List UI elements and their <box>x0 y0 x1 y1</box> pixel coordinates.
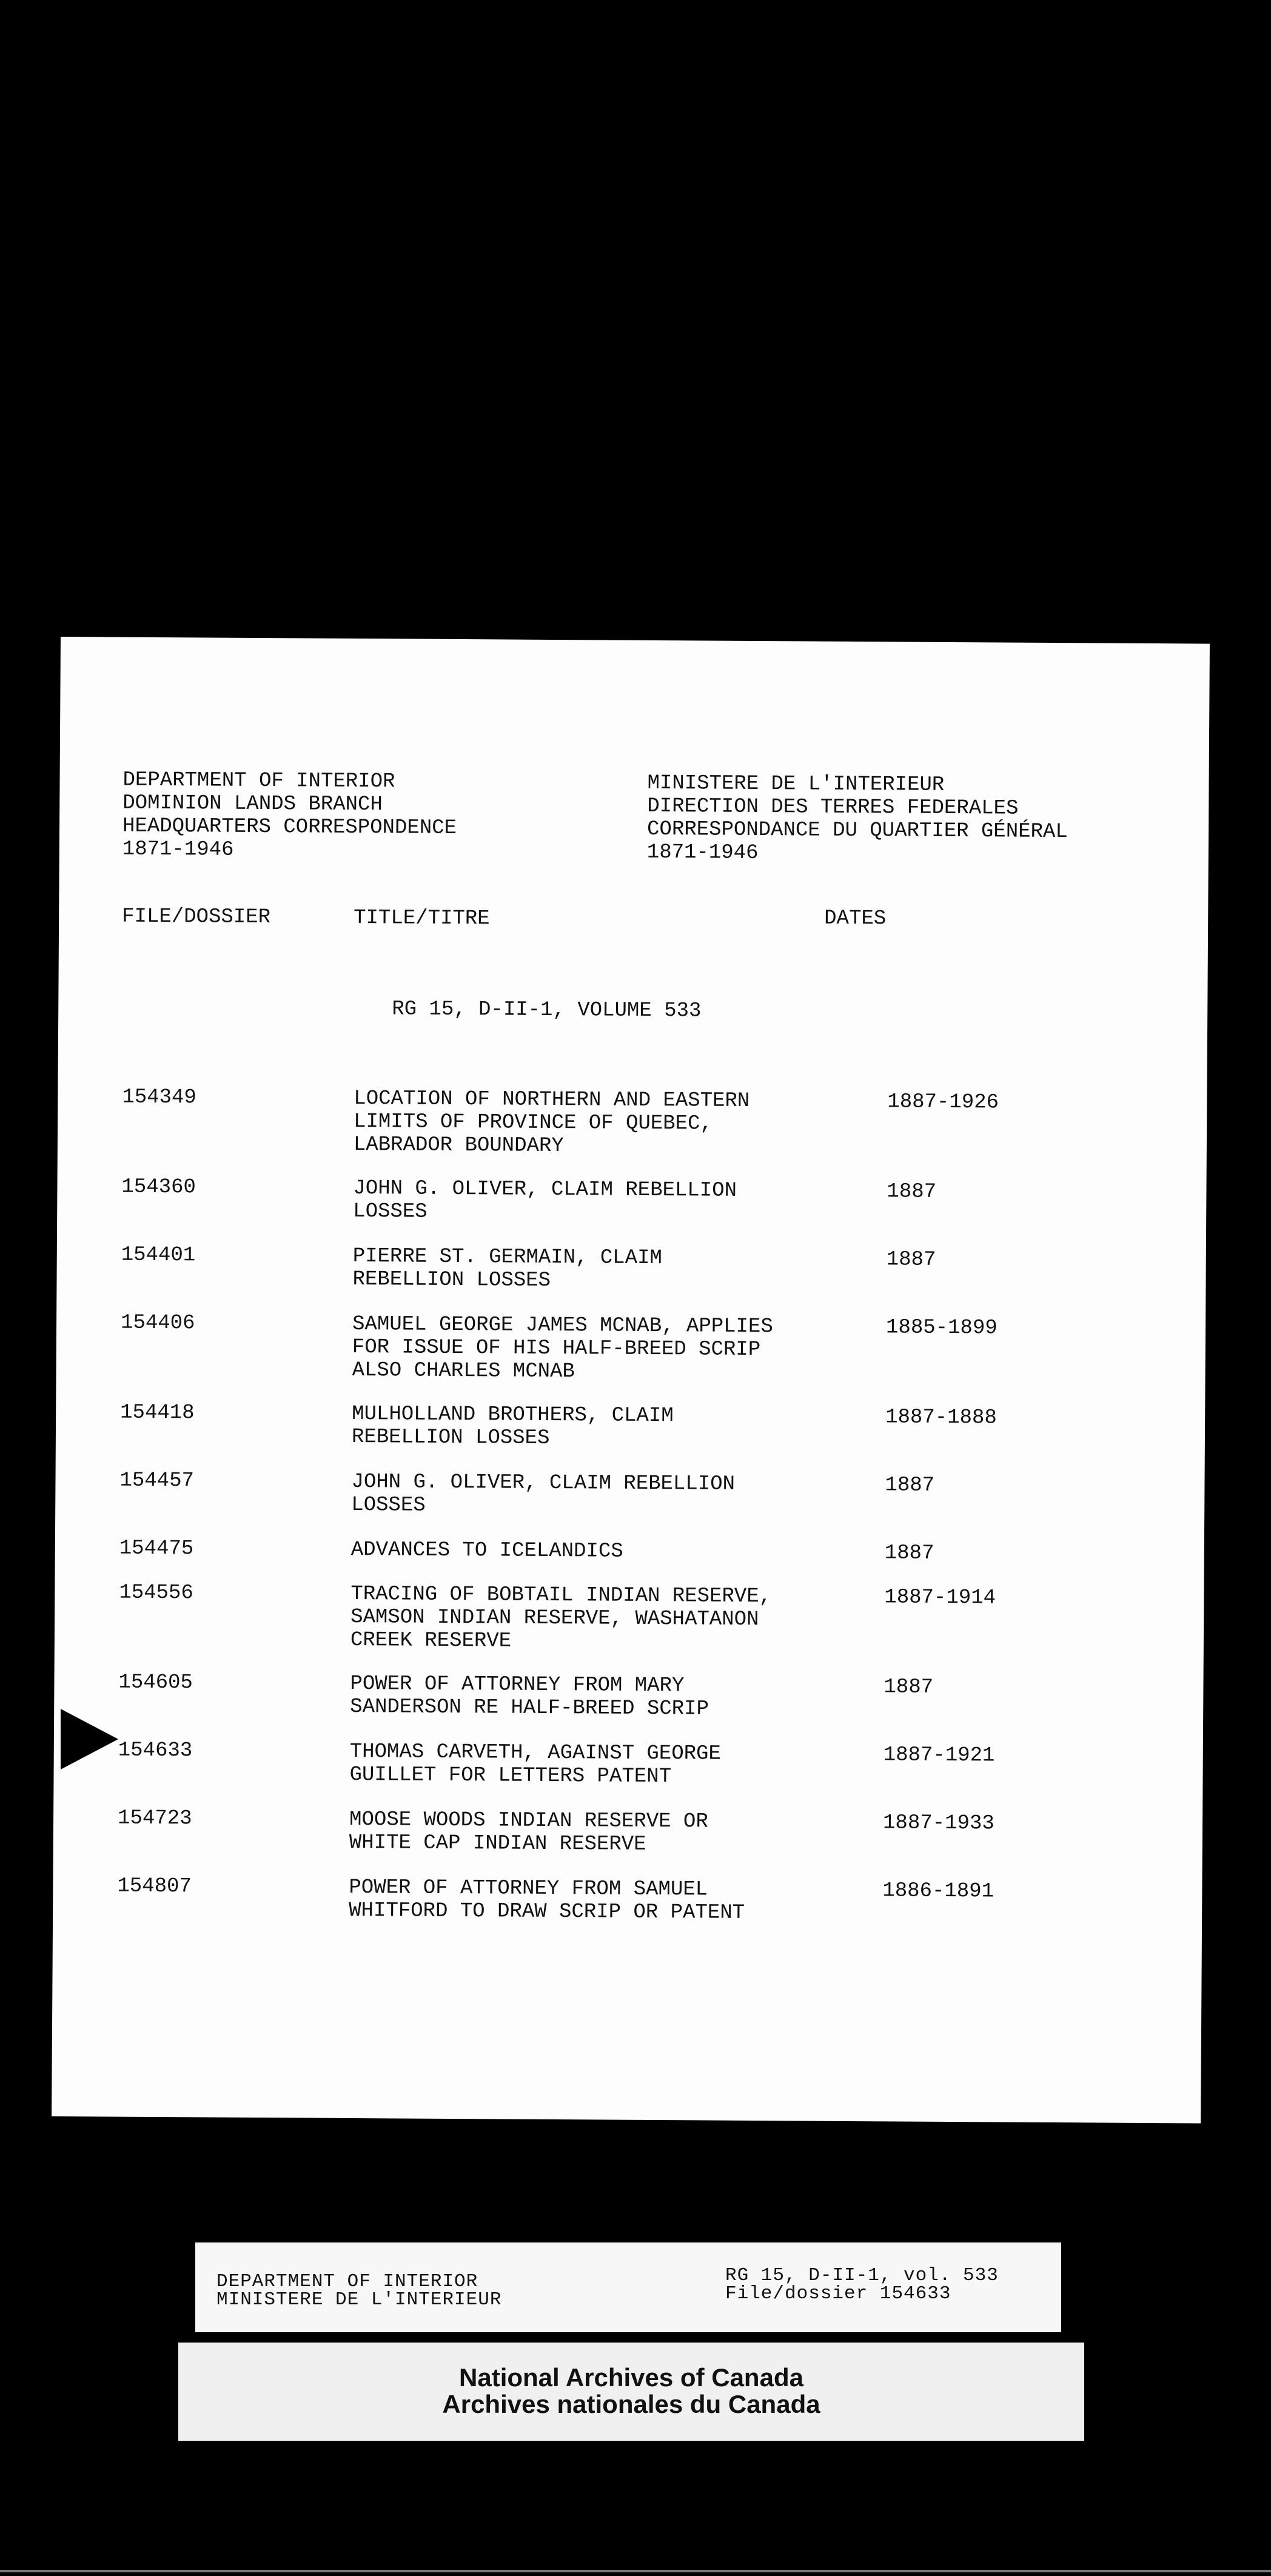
file-number: 154556 <box>119 1581 193 1605</box>
label-line: RG 15, D-II-1, vol. 533 <box>725 2265 999 2286</box>
table-row <box>122 1085 1031 1158</box>
volume-title: RG 15, D-II-1, VOLUME 533 <box>392 998 702 1023</box>
archives-line: Archives nationales du Canada <box>442 2390 820 2418</box>
title-line: ALSO CHARLES MCNAB <box>352 1358 575 1384</box>
file-number: 154349 <box>122 1085 196 1110</box>
archives-line: National Archives of Canada <box>459 2363 803 2392</box>
document-page <box>52 637 1210 2124</box>
table-row <box>121 1243 1031 1292</box>
title-line: TRACING OF BOBTAIL INDIAN RESERVE, <box>350 1582 772 1609</box>
title-line: CREEK RESERVE <box>350 1628 512 1653</box>
title-line: REBELLION LOSSES <box>352 1267 551 1292</box>
header-line: 1871-1946 <box>646 840 759 865</box>
label-department <box>216 2273 501 2309</box>
label-line: DEPARTMENT OF INTERIOR <box>216 2271 478 2292</box>
file-dates: 1887 <box>886 1248 936 1272</box>
title-line: SANDERSON RE HALF-BREED SCRIP <box>350 1695 709 1721</box>
table-row <box>120 1401 1030 1450</box>
file-number: 154633 <box>118 1739 193 1763</box>
file-dates: 1887 <box>884 1541 934 1565</box>
file-dates: 1887 <box>885 1474 935 1497</box>
file-dates: 1887 <box>884 1675 934 1699</box>
title-line: JOHN G. OLIVER, CLAIM REBELLION <box>353 1176 737 1202</box>
header-french <box>647 772 1068 867</box>
title-line: WHITE CAP INDIAN RESERVE <box>349 1831 646 1856</box>
header-line: 1871-1946 <box>122 837 234 862</box>
file-number: 154457 <box>119 1469 195 1493</box>
title-line: SAMUEL GEORGE JAMES MCNAB, APPLIES <box>352 1312 773 1339</box>
title-line: POWER OF ATTORNEY FROM SAMUEL <box>349 1876 708 1902</box>
file-title <box>352 1403 861 1452</box>
file-title <box>352 1313 862 1385</box>
header-line: CORRESPONDANCE DU QUARTIER GÉNÉRAL <box>646 817 1068 844</box>
table-row <box>118 1671 1028 1721</box>
table-row <box>117 1806 1027 1856</box>
table-row <box>119 1537 1029 1565</box>
file-label <box>195 2242 1061 2332</box>
table-row <box>117 1874 1027 1925</box>
header-line: DOMINION LANDS BRANCH <box>122 791 383 817</box>
file-dates: 1885-1899 <box>885 1316 998 1340</box>
archives-name <box>178 2364 1084 2418</box>
file-dates: 1887 <box>887 1180 937 1204</box>
film-edge-line <box>0 2570 1271 2572</box>
file-title <box>350 1672 859 1722</box>
title-line: PIERRE ST. GERMAIN, CLAIM <box>352 1244 662 1270</box>
file-number: 154401 <box>121 1243 196 1267</box>
file-number: 154475 <box>119 1537 194 1561</box>
table-row <box>119 1469 1030 1517</box>
file-title <box>350 1583 860 1655</box>
file-title <box>353 1177 862 1226</box>
title-line: LABRADOR BOUNDARY <box>353 1133 564 1158</box>
title-line: JOHN G. OLIVER, CLAIM REBELLION <box>351 1470 736 1496</box>
column-header-title: TITLE/TITRE <box>354 906 490 931</box>
file-number: 154418 <box>120 1401 195 1425</box>
file-number: 154807 <box>117 1874 192 1899</box>
file-title <box>349 1740 859 1789</box>
table-row <box>119 1581 1028 1653</box>
file-title <box>354 1087 864 1159</box>
title-line: LOSSES <box>351 1493 426 1517</box>
file-title <box>349 1876 858 1925</box>
file-dates: 1886-1891 <box>882 1879 994 1903</box>
table-row <box>120 1311 1030 1384</box>
file-dates: 1887-1888 <box>885 1406 997 1430</box>
header-line: MINISTERE DE L'INTERIEUR <box>647 771 945 797</box>
header-english <box>122 769 457 863</box>
label-reference <box>725 2267 999 2303</box>
file-title <box>351 1538 860 1565</box>
title-line: ADVANCES TO ICELANDICS <box>350 1538 623 1563</box>
label-line: MINISTERE DE L'INTERIEUR <box>216 2289 502 2310</box>
column-header-file: FILE/DOSSIER <box>122 905 271 930</box>
file-title <box>349 1808 859 1857</box>
table-row <box>118 1739 1028 1789</box>
file-title <box>352 1245 862 1294</box>
title-line: THOMAS CARVETH, AGAINST GEORGE <box>349 1740 721 1766</box>
title-line: SAMSON INDIAN RESERVE, WASHATANON <box>350 1605 759 1632</box>
file-number: 154360 <box>121 1175 196 1199</box>
title-line: FOR ISSUE OF HIS HALF-BREED SCRIP <box>352 1335 761 1362</box>
header-line: DEPARTMENT OF INTERIOR <box>122 768 395 794</box>
label-line: File/dossier 154633 <box>725 2283 951 2304</box>
file-dates: 1887-1914 <box>884 1586 996 1610</box>
file-dates: 1887-1933 <box>882 1811 994 1836</box>
file-pointer-notch <box>61 1709 118 1769</box>
title-line: LOCATION OF NORTHERN AND EASTERN <box>354 1087 750 1113</box>
title-line: LOSSES <box>353 1199 428 1224</box>
title-line: REBELLION LOSSES <box>351 1425 550 1450</box>
file-number: 154723 <box>117 1806 192 1831</box>
title-line: POWER OF ATTORNEY FROM MARY <box>350 1672 685 1698</box>
header-line: DIRECTION DES TERRES FEDERALES <box>647 794 1019 820</box>
file-number: 154605 <box>118 1671 193 1695</box>
file-dates: 1887-1926 <box>887 1090 999 1115</box>
file-number: 154406 <box>120 1311 195 1335</box>
archives-banner <box>178 2343 1084 2441</box>
title-line: GUILLET FOR LETTERS PATENT <box>349 1763 672 1789</box>
header-line: HEADQUARTERS CORRESPONDENCE <box>122 814 457 840</box>
column-header-dates: DATES <box>824 907 887 931</box>
title-line: MULHOLLAND BROTHERS, CLAIM <box>352 1402 674 1428</box>
table-row <box>121 1175 1031 1224</box>
file-dates: 1887-1921 <box>883 1743 995 1768</box>
title-line: WHITFORD TO DRAW SCRIP OR PATENT <box>349 1899 745 1925</box>
file-title <box>351 1471 860 1520</box>
title-line: LIMITS OF PROVINCE OF QUEBEC, <box>354 1110 713 1136</box>
title-line: MOOSE WOODS INDIAN RESERVE OR <box>349 1808 708 1834</box>
